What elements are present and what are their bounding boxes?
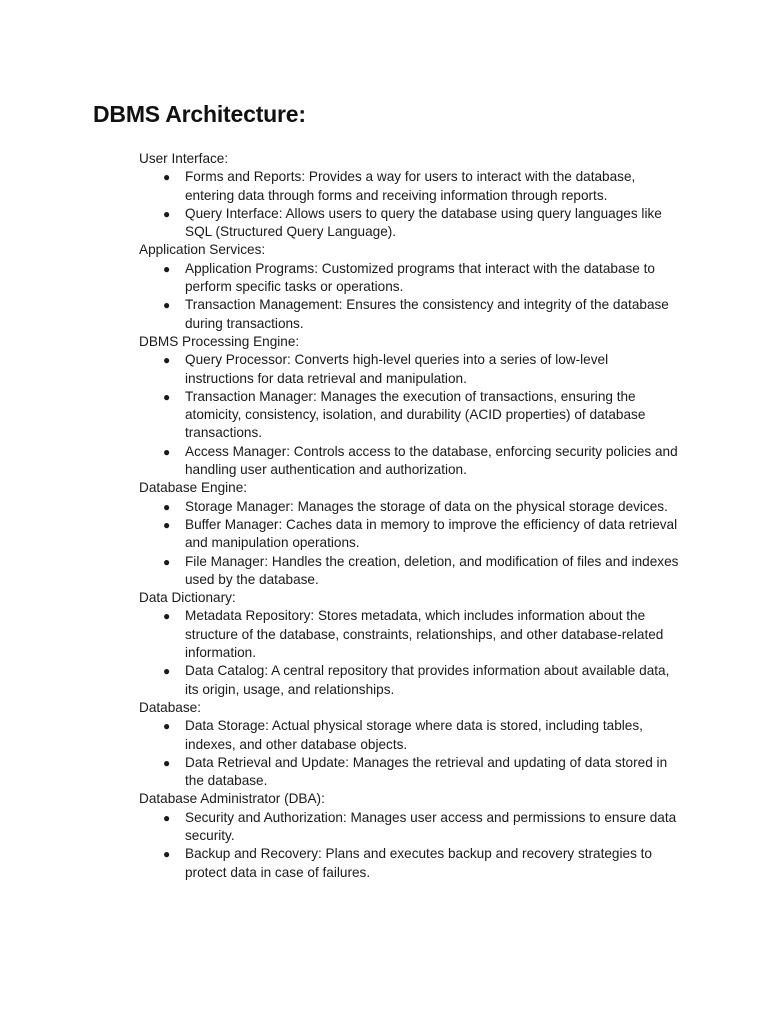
section-heading: Database Engine: xyxy=(139,480,248,496)
section-user-interface xyxy=(139,150,679,241)
list-item xyxy=(139,168,679,205)
list-item xyxy=(139,205,679,242)
bullet-icon: ● xyxy=(163,847,171,862)
list-item xyxy=(139,553,679,590)
document-body xyxy=(139,150,679,882)
list-item xyxy=(139,351,679,388)
bullet-icon: ● xyxy=(163,298,171,313)
list-item-text: Data Storage: Actual physical storage where data is stored, including tables, indexes, and other database objects. xyxy=(185,718,643,752)
list-item xyxy=(139,809,679,846)
section-heading: User Interface: xyxy=(139,151,229,166)
bullet-icon: ● xyxy=(163,554,171,569)
bullet-icon: ● xyxy=(163,261,171,276)
section-heading: Application Services: xyxy=(139,242,266,258)
list-item-text: Metadata Repository: Stores metadata, which includes information about the structure of the database, constraints, relationships, and other database-related information. xyxy=(185,608,664,661)
section-database-administrator xyxy=(139,790,679,881)
list-item xyxy=(139,754,679,791)
list-item-text: Security and Authorization: Manages user access and permissions to ensure data security. xyxy=(185,809,677,843)
bullet-icon: ● xyxy=(163,609,171,624)
bullet-list xyxy=(139,351,679,479)
list-item-text: Application Programs: Customized programs that interact with the database to perform specific tasks or operations. xyxy=(185,260,655,295)
bullet-icon: ● xyxy=(163,810,171,825)
list-item xyxy=(139,443,679,480)
bullet-icon: ● xyxy=(163,389,171,404)
list-item-text: File Manager: Handles the creation, deletion, and modification of files and indexes used by the database. xyxy=(185,553,679,587)
bullet-icon: ● xyxy=(163,499,171,514)
list-item xyxy=(139,845,679,882)
list-item-text: Transaction Manager: Manages the execution of transactions, ensuring the atomicity, consistency, isolation, and durability (ACID properties) of database transactions. xyxy=(185,388,646,441)
section-heading: Database: xyxy=(139,699,201,715)
list-item xyxy=(139,717,679,754)
section-database-engine xyxy=(139,479,679,589)
bullet-list xyxy=(139,260,679,333)
bullet-icon: ● xyxy=(163,170,171,185)
bullet-icon: ● xyxy=(163,755,171,770)
bullet-list xyxy=(139,717,679,790)
list-item xyxy=(139,260,679,297)
list-item-text: Query Processor: Converts high-level queries into a series of low-level instructions for data retrieval and manipulation. xyxy=(185,352,609,386)
list-item-text: Forms and Reports: Provides a way for users to interact with the database, entering data through forms and receiving information through reports. xyxy=(185,169,636,203)
bullet-icon: ● xyxy=(163,444,171,459)
list-item-text: Backup and Recovery: Plans and executes backup and recovery strategies to protect data in case of failures. xyxy=(185,846,652,880)
list-item xyxy=(139,607,679,662)
bullet-icon: ● xyxy=(163,517,171,532)
list-item xyxy=(139,498,679,516)
list-item xyxy=(139,296,679,333)
section-database xyxy=(139,699,679,790)
bullet-list xyxy=(139,607,679,698)
bullet-icon: ● xyxy=(163,206,171,221)
list-item xyxy=(139,388,679,443)
list-item-text: Transaction Management: Ensures the consistency and integrity of the database during transactions. xyxy=(185,297,669,331)
bullet-list xyxy=(139,498,679,589)
section-heading: Database Administrator (DBA): xyxy=(139,791,325,807)
section-data-dictionary xyxy=(139,589,679,699)
bullet-list xyxy=(139,168,679,241)
section-dbms-processing-engine xyxy=(139,333,679,479)
page-title: DBMS Architecture: xyxy=(93,101,306,127)
list-item xyxy=(139,662,679,699)
bullet-icon: ● xyxy=(163,719,171,734)
bullet-icon: ● xyxy=(163,664,171,679)
section-application-services xyxy=(139,241,679,332)
list-item xyxy=(139,516,679,553)
bullet-list xyxy=(139,809,679,882)
list-item-text: Query Interface: Allows users to query the database using query languages like SQL (Structured Query Language). xyxy=(185,205,662,240)
section-heading: Data Dictionary: xyxy=(139,590,236,606)
bullet-icon: ● xyxy=(163,353,171,368)
list-item-text: Data Catalog: A central repository that provides information about available data, its origin, usage, and relationships. xyxy=(185,663,670,697)
list-item-text: Data Retrieval and Update: Manages the retrieval and updating of data stored in the database. xyxy=(185,754,668,789)
list-item-text: Storage Manager: Manages the storage of data on the physical storage devices. xyxy=(185,498,668,514)
section-heading: DBMS Processing Engine: xyxy=(139,333,300,349)
list-item-text: Access Manager: Controls access to the database, enforcing security policies and handling user authentication and authorization. xyxy=(185,443,678,478)
list-item-text: Buffer Manager: Caches data in memory to improve the efficiency of data retrieval and manipulation operations. xyxy=(185,516,678,551)
